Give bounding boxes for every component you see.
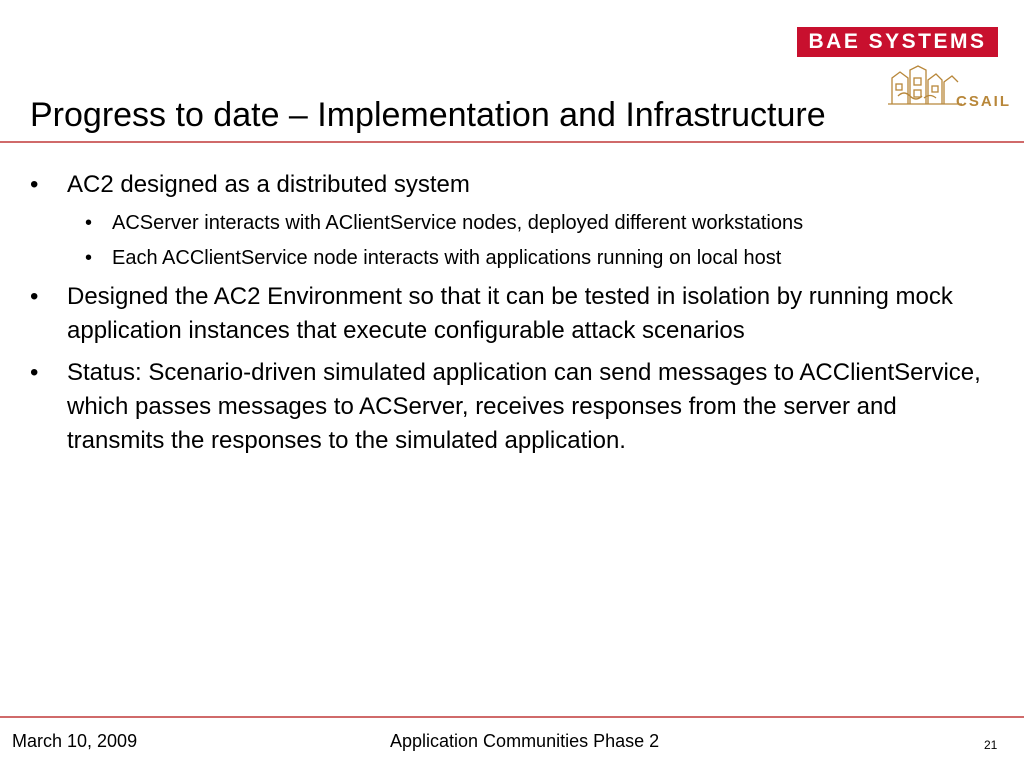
footer-divider [0, 716, 1024, 718]
bullet-1 [0, 168, 1024, 202]
bullet-2 [0, 280, 1024, 348]
sub-bullet-1-1 [0, 210, 1024, 237]
bullet-3 [0, 356, 1024, 458]
csail-logo-text: CSAIL [956, 93, 1011, 110]
title-divider [0, 141, 1024, 143]
sub-bullet-1-2 [0, 245, 1024, 272]
bullet-dot: • [85, 247, 93, 269]
bullet-dot: • [85, 212, 93, 234]
bullet-3-text: Status: Scenario-driven simulated application can send messages to ACClientService, which passes messages to ACServer, receives responses from the server and transmits the responses to the simulated application. [67, 359, 981, 454]
bullet-1-text: AC2 designed as a distributed system [67, 171, 470, 198]
slide-content [0, 168, 1024, 458]
slide-title: Progress to date – Implementation and Infrastructure [30, 96, 826, 134]
sub-bullet-1-2-text: Each ACClientService node interacts with applications running on local host [112, 247, 782, 269]
bullet-dot: • [30, 359, 39, 386]
sub-bullet-1-1-text: ACServer interacts with AClientService nodes, deployed different workstations [112, 212, 804, 234]
footer-title: Application Communities Phase 2 [390, 731, 660, 751]
footer-date: March 10, 2009 [12, 731, 138, 751]
bullet-dot: • [30, 171, 39, 198]
csail-logo [884, 64, 1011, 112]
bullet-dot: • [30, 283, 39, 310]
bullet-2-text: Designed the AC2 Environment so that it can be tested in isolation by running mock application instances that execute configurable attack scenarios [67, 283, 953, 344]
bae-systems-logo: BAE SYSTEMS [797, 27, 998, 57]
page-number: 21 [984, 738, 998, 752]
